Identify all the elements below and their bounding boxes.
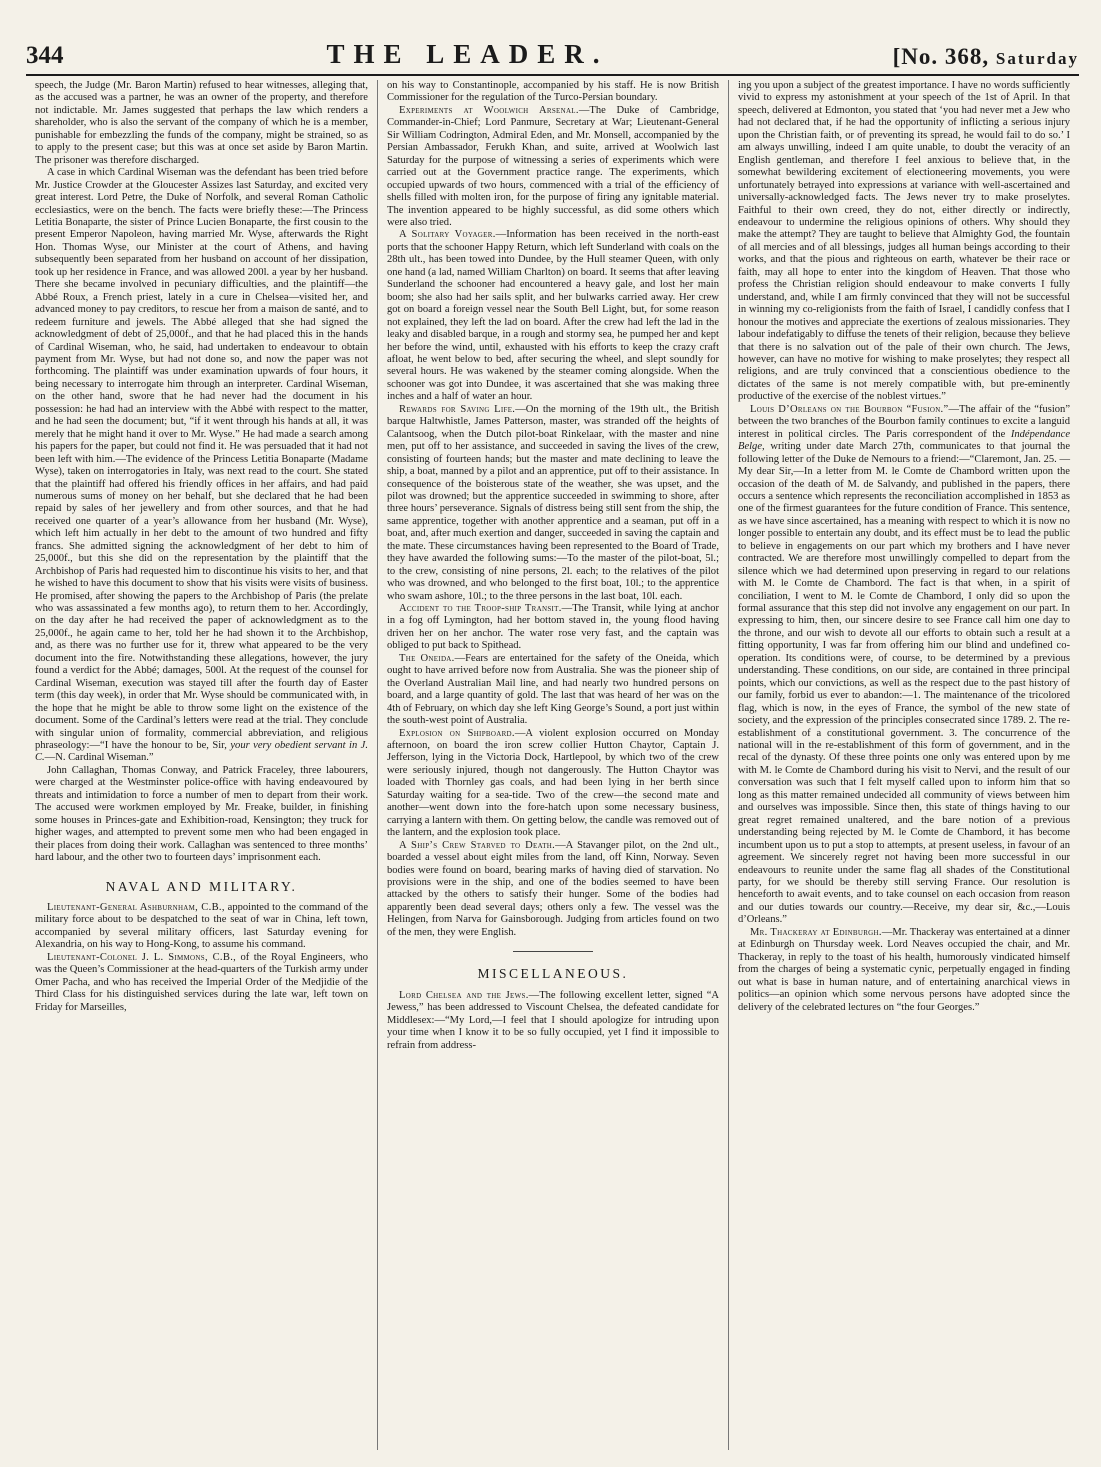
article-paragraph: ing you upon a subject of the greatest importance. I have no words sufficiently vivid to express my astonishment at your speech of the 1st of April. In that speech, delivered at Edmonton, you stated that ‘you had never met a Jew who had not declared that, if he had the opportunity of inflicting a serious injury upon the Christian faith, or of preventing its spread, he would fail to do so.’ I am always unwilling, indeed I am quite unable, to doubt the veracity of an English gentleman, and therefore I feel anxious to believe that, in the somewhat bewildering excitement of electioneering movements, you were unfortunately betrayed into expressions at variance with well-ascertained and universally-acknowledged facts. The Jews never try to make proselytes. Faithful to their own creed, they do not, either directly or indirectly, endeavour to undermine the religious opinions of others. Why should they make the attempt? They are taught to believe that Almighty God, the fountain of all mercies and of all blessings, judges all human beings according to their works, and that the pious and righteous on earth, whatever be their race or faith, may all hope to enter into the kingdom of Heaven. That those who profess the Christian religion should endeavour to make converts I fully understand, and, while I am firmly convinced that they will not be successful in winning my co-religionists from the faith of Israel, I candidly confess that I honour the motives and appreciate the exertions of zealous missionaries. They labour indefatigably to diffuse the tenets of their religion, because they believe that there is no salvation out of the pale of their own church. The Jews, however, can have no motive for wishing to make proselytes; they respect all religions, and are truly convinced that a conscientious obedience to the dictates of the same is not merely compatible with, but pre-eminently productive of the exercise of the noblest virtues.”	[738, 80, 1070, 403]
run-in-heading: A Ship’s Crew Starved to Death.	[399, 839, 556, 851]
newspaper-title: THE LEADER.	[326, 39, 609, 69]
run-in-heading: Accident to the Troop-ship Transit.	[399, 603, 562, 615]
article-paragraph	[387, 603, 719, 653]
paragraph-text: —A Stavanger pilot, on the 2nd ult., boarded a vessel about eight miles from the land, off Kinn, Norway. Seven bodies were found on board, bearing marks of having died of starvation. No provisions were in the ship, and one of the bodies seemed to have been attacked by the others to satisfy their hunger. Some of the bodies had apparently been dead several days; others only a few. The vessel was the Helingen, from Narva for Gainsborough. Judging from articles found on two of the men, they were English.	[387, 839, 719, 938]
paragraph-text: —N. Cardinal Wiseman.”	[44, 752, 154, 764]
page-number: 344	[26, 42, 64, 69]
paragraph-text: A case in which Cardinal Wiseman was the defendant has been tried before Mr. Justice Crowder at the Gloucester Assizes last Saturday, and excited very great interest. Lord Petre, the Duke of Norfolk, and several Roman Catholic ecclesiastics, were on the bench. The facts were briefly these:—The Princess Letitia Bonaparte, the sister of Prince Lucien Bonaparte, the first cousin to the present Emperor Napoleon, having married Mr. Wyse, afterwards the Right Hon. Thomas Wyse, our Minister at the court of Athens, and having subsequently been separated from her husband on account of her dissipation, took up her residence in France, and was allowed 200l. a year by her husband. There she became involved in pecuniary difficulties, and the plaintiff—the Abbé Roux, a French priest, lately in a cure in Chelsea—visited her, and advanced money to pay creditors, to rescue her from a maison de santé, and to redeem furniture and jewels. The Abbé alleged that she had signed the acknowledgment of debt of 25,000f., and that he had placed this in the hands of Cardinal Wiseman, who, he said, had undertaken to endeavour to obtain payment from Mr. Wyse, but had not done so, and now the paper was not forthcoming. The plaintiff was under examination upwards of four hours, it being necessary to interrogate him through an interpreter. Cardinal Wiseman, on the other hand, swore that he had never had the document in his possession: he had had an interview with the Abbé with respect to the matter, and he had seen the document; but, “if it went through his hands at all, it was merely that he might hand it over to Mr. Wyse.” He had made a search among his papers for the paper, but could not find it. He was persuaded that it had not been left with him.—The evidence of the Princess Letitia Bonaparte (Madame Wyse), taken on interrogatories in Italy, was next read to the court. She stated that the plaintiff had offered his friendly offices in her affairs, and had paid numerous sums of money on her behalf, but she declared that he had been repaid by sales of her jewellery and from other sources, and that he had received one quarter of a year’s allowance from her husband (Mr. Wyse), which left him actually in her debt to the amount of two hundred and fifty francs. She admitted signing the acknowledgment of her debt to him of 25,000f., but this she did on the representation by the plaintiff that the Archbishop of Paris had requested him to discontinue his visits to her, and that he wished to have this document to show that his visits were visits of business. He promised, after showing the papers to the Archbishop of Paris (the prelate who was assassinated a few months ago), to return them to her. Accordingly, on the day after he had received the paper of acknowledgment as to the 25,000f., he again came to her, told her he had shown it to the Archbishop, and, as there was no further use for it, threw what appeared to be the very document into the fire. Notwithstanding these allegations, however, the jury found a verdict for the Abbé; damages, 500l. At the request of the counsel for Cardinal Wiseman, execution was stayed till after the fourth day of Easter term (this day week), in order that Mr. Wyse should be communicated with, in the hope that he might be able to throw some light on the existence of the document. Some of the Cardinal’s letters were read at the trial. They conclude with singular union of formality, commercial abbreviation, and religious phraseology:—“I have the honour to be, Sir,	[35, 167, 368, 752]
article-paragraph: John Callaghan, Thomas Conway, and Patrick Fraceley, three labourers, were charged at the Westminster police-office with having endeavoured by threats and intimidation to force a number of men to depart from their work. The accused were workmen employed by Mr. Freake, builder, in finishing some houses in Princes-gate and Exhibition-road, Kensington; they truck for higher wages, and attempted to prevent some men who had been engaged in their places from doing their work. Callaghan was sentenced to three months’ hard labour, and the other two to fourteen days’ imprisonment each.	[35, 764, 368, 864]
article-paragraph	[35, 902, 368, 952]
issue-label	[819, 44, 1079, 70]
article-paragraph	[387, 990, 719, 1052]
run-in-heading: Mr. Thackeray at Edinburgh.	[750, 926, 882, 938]
run-in-heading: Explosion on Shipboard.	[399, 727, 515, 739]
paragraph-text: —The Transit, while lying at anchor in a fog off Lymington, had her bottom staved in, the young flood having driven her on her anchor. The water rose very fast, and the captain was obliged to put back to Spithead.	[387, 603, 719, 652]
paragraph-text: —Mr. Thackeray was entertained at a dinner at Edinburgh on Thursday week. Lord Neaves occupied the chair, and Mr. Thackeray, in reply to the toast of his health, humorously vindicated himself from the charges of being a systematic cynic, perpetually engaged in finding out what is base in human nature, and of entertaining anarchical views in politics—an opinion which some nervous persons have adopted since the delivery of the celebrated lectures on “the four Georges.”	[738, 926, 1070, 1013]
column-2	[377, 80, 728, 1450]
article-paragraph	[35, 952, 368, 1014]
section-divider	[513, 951, 593, 952]
issue-day: Saturday	[995, 49, 1079, 68]
issue-number: [No. 368,	[892, 44, 990, 69]
paragraph-text: writing under date March 27th, communicates to that journal the following letter of the Duke de Nemours to a friend:—“Claremont, Jan. 25. —My dear Sir,—In a letter from M. le Comte de Chambord written upon the occasion of the death of M. de Salvandy, and published in the papers, there occurs a sentence which represents the reconciliation accomplished in 1853 as one of the firmest guarantees for the future condition of France. This sentence, as we have since ascertained, has a meaning with respect to which it is now no longer possible to entertain any doubt, and its effect must be to lead the public to believe in engagements on our part which my brothers and I have never contracted. We are therefore most unwillingly compelled to depart from the silence which we had determined upon preserving in regard to our relations with M. le Comte de Chambord. The fact is that when, in a spirit of conciliation, I went to M. le Comte de Chambord, I only did so upon the formal assurance that this step did not involve any engagement on our part. In expressing to him, then, our sincere desire to see France call him one day to the throne, and our wish to devote all our efforts to obtain such a result at a fitting opportunity, I was far from offering him our blind and undefined co-operation. Its conditions were, of course, to be determined by a previous understanding. These conditions, on our side, are contained in three principal points, which our convictions, as well as the respect due to the past history of our family, forbid us ever to abandon:—1. The maintenance of the tricolored flag, which is now, in the eyes of France, the symbol of the new state of society, and the expression of the principles consecrated since 1789. 2. The re-establishment of a constitutional government. 3. The concurrence of the national will in the re-establishment of this form of government, and in the recal of the dynasty. Of these three points one only was entered upon by me with M. le Comte de Chambord during his visit to Nervi, and the result of our conversation was such that I felt myself called upon to inform him that so long as this matter remained undecided all community of views between him and ourselves was impossible. Since then, this state of things having to our great regret remained unaltered, and the bare notion of a previous understanding being rejected by M. le Comte de Chambord, it has become incumbent upon us to put a stop to attempts, at present useless, in favour of an agreement. We sincerely regret not having been more successful in our endeavours to reunite under the same flag all shades of the Constitutional party, for we should be thereby still serving France. Our resolution is henceforth to await events, and to take counsel on each occasion from reason and our duties towards our country.—Receive, my dear sir, &c.,—Louis d’Orleans.”	[738, 441, 1070, 926]
paragraph-text: of the Royal Engineers, who was the Queen’s Commissioner at the head-quarters of the Turkish army under Omer Pacha, and who has received the Imperial Order of the Medjidie of the Third Class for his distinguished services during the late war, left town on Friday for Marseilles,	[35, 951, 368, 1013]
article-paragraph	[35, 167, 368, 765]
article-paragraph	[738, 404, 1070, 927]
run-in-heading: Lieutenant-Colonel J. L. Simmons, C.B.,	[47, 951, 237, 963]
article-paragraph: on his way to Constantinople, accompanied by his staff. He is now British Commissioner for the regulation of the Turco-Persian boundary.	[387, 80, 719, 104]
article-paragraph	[387, 105, 719, 230]
paragraph-text: —A violent explosion occurred on Monday afternoon, on board the iron screw collier Hutton Chaytor, Captain J. Jefferson, lying in the Victoria Dock, Hartlepool, by which two of the crew were seriously injured, though not dangerously. The Hutton Chaytor was loaded with Thornley gas coals, and had been lying in her berth since Saturday waiting for a sea-tide. Two of the crew—the second mate and another—went down into the fore-hatch upon some necessary business, carrying a lantern with them. On getting below, the candle was removed out of the lantern, and the explosion took place.	[387, 727, 719, 839]
article-paragraph	[387, 229, 719, 403]
run-in-heading: Louis D’Orleans on the Bourbon “Fusion.”	[750, 403, 949, 415]
italic-text: Indépendance Belge,	[738, 428, 1070, 453]
article-paragraph	[738, 927, 1070, 1014]
run-in-heading: Experiments at Woolwich Arsenal.	[399, 104, 579, 116]
italic-text: your very obedient servant in J. C.	[35, 740, 368, 764]
article-paragraph	[387, 728, 719, 840]
paragraph-text: —On the morning of the 19th ult., the British barque Haltwhistle, James Patterson, master, was stranded off the heights of Calantsoog, when the Dutch pilot-boat Rinkelaar, with the master and nine men, put off to her assistance, and succeeded in saving the lives of the crew, consisting of fourteen hands; but the master and mate declining to leave the ship, a boat, manned by a pilot and an apprentice, put off to their assistance. In consequence of the boisterous state of the weather, she was upset, and the pilot was drowned; but the apprentice succeeded in swimming to shore, after three hours’ perseverance. Signals of distress being still sent from the ship, the same apprentice, together with another apprentice and a seaman, put off in a boat, and, after much exertion and danger, succeeded in saving the captain and the mate. These circumstances having been represented to the Board of Trade, they have awarded the following sums:—To the master of the pilot-boat, 5l.; to the crew, consisting of nine persons, 2l. each; to the relatives of the pilot who was drowned, and who belonged to the first boat, 10l.; to the apprentice who swam ashore, 10l.; to the three persons in the last boat, 10l. each.	[387, 403, 719, 602]
section-heading-naval: NAVAL AND MILITARY.	[105, 878, 298, 894]
column-3	[728, 80, 1079, 1450]
article-columns	[26, 80, 1079, 1450]
column-1	[26, 80, 377, 1450]
paragraph-text: —Information has been received in the north-east ports that the schooner Happy Return, which left Sunderland with coals on the 28th ult., has been towed into Dundee, by the Hull steamer Queen, with only one hand (a lad, named William Charlton) on board. It seems that after leaving Sunderland the schooner had encountered a heavy gale, and lost her main boom; she also had her sails split, and her bulwarks carried away. Her crew got on board a foreign vessel near the South Bell Light, but, for some reason not explained, they left the lad on board. After the crew had left the lad in the leaky and disabled barque, in a rough and stormy sea, he pumped her and kept her before the wind, until, exhausted with his efforts to keep the crazy craft afloat, he went below to bed, after securing the wheel, and slept soundly for several hours. He was wakened by the steamer coming alongside. When the schooner was got into Dundee, it was ascertained that she was making three inches and a half of water an hour.	[387, 229, 719, 403]
article-paragraph	[387, 653, 719, 728]
article-paragraph: speech, the Judge (Mr. Baron Martin) refused to hear witnesses, alleging that, as the accused was a partner, he was an owner of the property, and therefore not indictable. Mr. James suggested that perhaps the law which renders a shareholder, who is also the servant of the company of which he is a member, punishable for embezzling the funds of the company, might be strained, so as to apply to the present case; but this was at once set aside by Baron Martin. The prisoner was therefore discharged.	[35, 80, 368, 166]
article-paragraph	[387, 840, 719, 940]
run-in-heading: A Solitary Voyager.	[399, 229, 496, 241]
run-in-heading: Rewards for Saving Life.	[399, 403, 516, 415]
run-in-heading: Lieutenant-General Ashburnham, C.B.,	[47, 902, 225, 913]
paragraph-text: —The affair of the “fusion” between the two branches of the Bourbon family continues to excite a languid interest in political circles. The Paris correspondent of the	[738, 403, 1071, 440]
paragraph-text: —The following excellent letter, signed “A Jewess,” has been addressed to Viscount Chelsea, the defeated candidate for Middlesex:—“My Lord,—I feel that I should apologize for intruding upon your time when I know it to be so fully occupied, yet I find it impossible to refrain from address-	[387, 989, 719, 1051]
run-in-heading: Lord Chelsea and the Jews.	[399, 989, 529, 1001]
article-paragraph	[387, 404, 719, 603]
run-in-heading: The Oneida.	[399, 652, 455, 664]
paragraph-text: appointed to the command of the military force about to be despatched to the seat of war in China, left town, accompanied by several military officers, last Saturday evening for Alexandria, on his way to Hong-Kong, to assume his command.	[35, 902, 369, 951]
paragraph-text: —Fears are entertained for the safety of the Oneida, which ought to have arrived before now from Australia. She was the pioneer ship of the Overland Australian Mail line, and had nearly two hundred persons on board, and a large quantity of gold. The last that was heard of her was on the 4th of February, on which day she left King George’s Sound, a port just within the south-west point of Australia.	[387, 652, 719, 727]
paragraph-text: —The Duke of Cambridge, Commander-in-Chief; Lord Panmure, Secretary at War; Lieutenant-General Sir William Codrington, Admiral Eden, and Mr. Monsell, accompanied by the Persian Ambassador, Ferukh Khan, and suite, arrived at Woolwich last Saturday for the purpose of witnessing a series of experiments which were carried out at the Government practice range. The experiments, which occupied upwards of two hours, commenced with a trial of the efficiency of shells filled with molten iron, for the purpose of firing any ignitable material. The invention appeared to be highly successful, as did some others which were also tried.	[387, 104, 719, 228]
masthead	[26, 40, 1079, 76]
section-heading-miscellaneous: MISCELLANEOUS.	[477, 966, 629, 982]
